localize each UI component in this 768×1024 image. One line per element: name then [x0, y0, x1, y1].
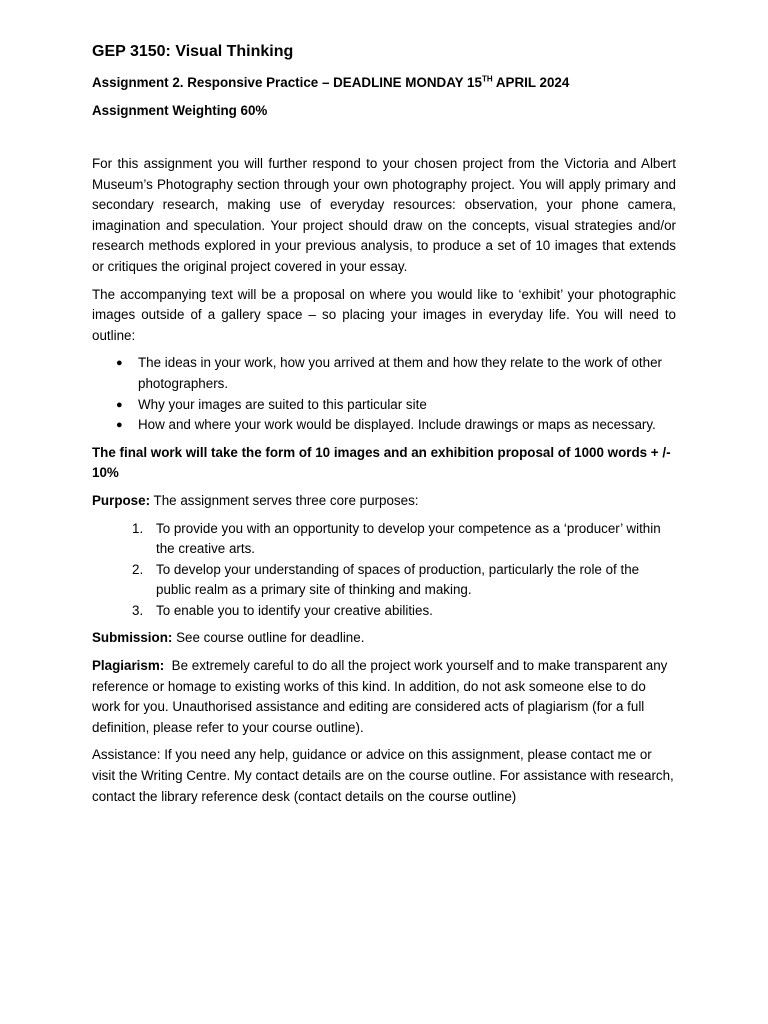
list-item	[116, 415, 676, 436]
plagiarism-text: Be extremely careful to do all the project work yourself and to make transparent any reference or homage to existing works of this kind. In addition, do not ask someone else to do work for you. Unauthorised assistance and editing are considered acts of plagiarism (for a full definition, please refer to your course outline).	[92, 658, 672, 735]
final-work-statement: The final work will take the form of 10 images and an exhibition proposal of 1000 words + /- 10%	[92, 444, 671, 481]
list-item-text: The ideas in your work, how you arrived at them and how they relate to the work of other photographers.	[138, 355, 662, 391]
section-spacer	[92, 128, 676, 154]
bullet-icon: ●	[116, 398, 123, 411]
list-item	[116, 395, 676, 416]
assignment-title	[92, 72, 676, 93]
submission-paragraph	[92, 628, 676, 649]
course-title: GEP 3150: Visual Thinking	[92, 43, 294, 60]
assignment-weighting: Assignment Weighting 60%	[92, 103, 268, 118]
submission-text: See course outline for deadline.	[172, 630, 365, 646]
outline-list	[92, 353, 676, 435]
list-item	[132, 601, 676, 622]
list-item-text: To develop your understanding of spaces of production, particularly the role of the public realm as a primary site of thinking and making.	[156, 561, 640, 598]
list-item-text: How and where your work would be displayed. Include drawings or maps as necessary.	[138, 417, 656, 433]
list-number: 2.	[132, 561, 144, 577]
proposal-paragraph: The accompanying text will be a proposal on where you would like to ‘exhibit’ your photographic images outside of a gallery space – so placing your images in everyday life. You will need to outline:	[92, 286, 676, 343]
list-number: 3.	[132, 602, 144, 618]
intro-paragraph: For this assignment you will further respond to your chosen project from the Victoria and Albert Museum’s Photography section through your own photography project. You will apply primary and secondary research, making use of everyday resources: observation, your phone camera, imagination and speculation. Your project should draw on the concepts, visual strategies and/or research methods explored in your previous analysis, to produce a set of 10 images that extends or critiques the original project covered in your essay.	[92, 156, 676, 274]
submission-label: Submission:	[92, 630, 173, 646]
assignment-title-ordinal: TH	[481, 74, 493, 84]
list-item-text: Why your images are suited to this particular site	[138, 396, 427, 412]
bullet-icon: ●	[116, 357, 123, 370]
list-item	[132, 560, 676, 601]
assignment-title-suffix: APRIL 2024	[492, 75, 570, 90]
plagiarism-label: Plagiarism:	[92, 658, 165, 674]
list-item	[132, 519, 676, 560]
list-item	[116, 353, 676, 394]
list-item-text: To enable you to identify your creative abilities.	[156, 602, 433, 618]
purpose-label: Purpose:	[92, 492, 151, 508]
document-page	[92, 40, 676, 814]
purpose-paragraph	[92, 491, 676, 512]
assistance-paragraph: Assistance: If you need any help, guidance or advice on this assignment, please contact me or visit the Writing Centre. My contact details are on the course outline. For assistance with research, contact the library reference desk (contact details on the course outline)	[92, 747, 674, 804]
list-number: 1.	[132, 520, 144, 536]
plagiarism-paragraph	[92, 656, 676, 738]
purpose-list	[92, 519, 676, 622]
assignment-title-prefix: Assignment 2. Responsive Practice – DEADLINE MONDAY 15	[92, 75, 482, 90]
list-item-text: To provide you with an opportunity to develop your competence as a ‘producer’ within the creative arts.	[156, 520, 661, 557]
bullet-icon: ●	[116, 419, 123, 432]
purpose-text: The assignment serves three core purposes:	[150, 492, 419, 508]
